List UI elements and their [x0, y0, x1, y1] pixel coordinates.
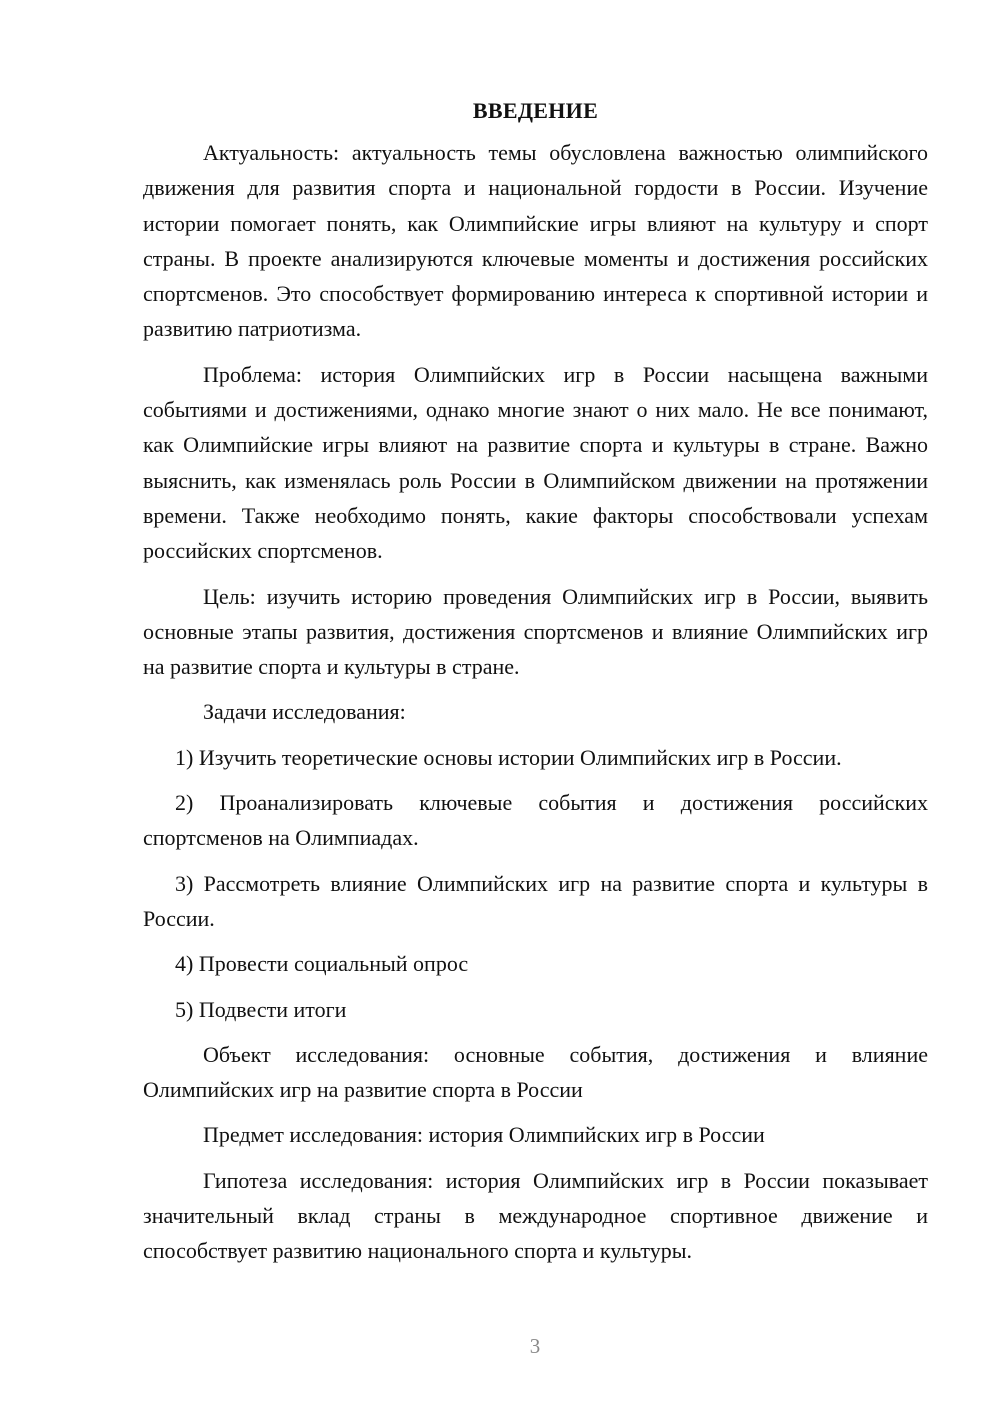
paragraph-problem: Проблема: история Олимпийских игр в России насыщена важными событиями и достижениями, однако многие знают о них мало. Не все понимают, как Олимпийские игры влияют на развитие спорта и культуры в стране. Важно выяснить, как изменялась роль России в Олимпийском движении на протяжении времени. Также необходимо понять, какие факторы способствовали успехам российских спортсменов.	[143, 361, 928, 564]
document-page	[143, 95, 928, 1279]
paragraph-subject: Предмет исследования: история Олимпийских игр в России	[203, 1122, 765, 1148]
paragraph-goal: Цель: изучить историю проведения Олимпийских игр в России, выявить основные этапы развития, достижения спортсменов и влияние Олимпийских игр на развитие спорта и культуры в стране.	[143, 583, 928, 680]
task-item-3: 3) Рассмотреть влияние Олимпийских игр на развитие спорта и культуры в России.	[143, 870, 928, 931]
task-item-1: 1) Изучить теоретические основы истории Олимпийских игр в России.	[175, 744, 842, 770]
task-item-5: 5) Подвести итоги	[175, 996, 347, 1022]
task-item-4: 4) Провести социальный опрос	[175, 951, 469, 977]
task-item-2: 2) Проанализировать ключевые события и достижения российских спортсменов на Олимпиадах.	[143, 790, 928, 851]
paragraph-tasks-heading: Задачи исследования:	[203, 699, 406, 725]
paragraph-object: Объект исследования: основные события, достижения и влияние Олимпийских игр на развитие спорта в России	[143, 1041, 928, 1103]
page-number: 3	[529, 1334, 541, 1358]
page-title: ВВЕДЕНИЕ	[472, 98, 599, 123]
paragraph-hypothesis: Гипотеза исследования: история Олимпийских игр в России показывает значительный вклад страны в международное спортивное движение и способствует развитию национального спорта и культуры.	[143, 1167, 928, 1264]
paragraph-relevance: Актуальность: актуальность темы обусловлена важностью олимпийского движения для развития спорта и национальной гордости в России. Изучение истории помогает понять, как Олимпийские игры влияют на культуру и спорт страны. В проекте анализируются ключевые моменты и достижения российских спортсменов. Это способствует формированию интереса к спортивной истории и развитию патриотизма.	[143, 140, 928, 342]
